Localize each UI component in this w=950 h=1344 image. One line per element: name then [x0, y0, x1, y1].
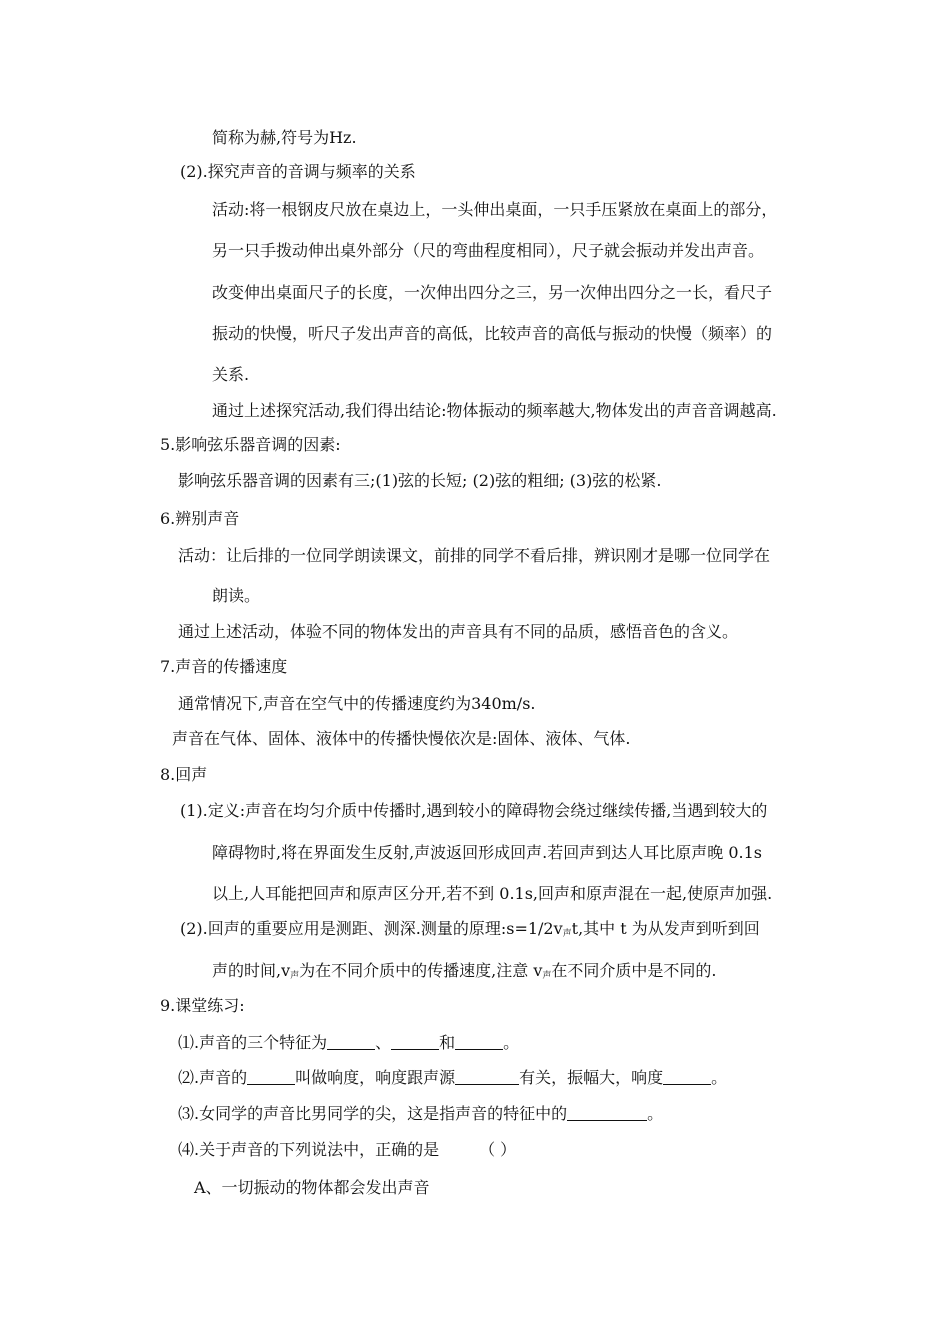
- exercise-option-a: A、一切振动的物体都会发出声音: [194, 1178, 430, 1197]
- section-6-activity-line-1: 活动：让后排的一位同学朗读课文，前排的同学不看后排，辨识刚才是哪一位同学在: [178, 546, 771, 565]
- exercise-question-2: ⑵.声音的 叫做响度，响度跟声源 有关，振幅大，响度 。: [178, 1068, 728, 1087]
- answer-blank[interactable]: [567, 1106, 647, 1121]
- pitch-activity-line-5: 关系.: [212, 365, 250, 384]
- answer-blank[interactable]: [663, 1070, 711, 1085]
- section-6-heading: 6.辨别声音: [160, 509, 240, 528]
- answer-blank[interactable]: [327, 1035, 375, 1050]
- section-6-activity-line-2: 朗读。: [212, 586, 261, 605]
- section-7-heading: 7.声音的传播速度: [160, 657, 288, 676]
- sound-subscript: 声: [542, 971, 552, 981]
- exercise-question-4: ⑷.关于声音的下列说法中，正确的是 （ ）: [178, 1140, 517, 1159]
- pitch-section-heading: (2).探究声音的音调与频率的关系: [180, 162, 416, 181]
- answer-blank[interactable]: [391, 1035, 439, 1050]
- section-7-speed: 通常情况下,声音在空气中的传播速度约为340m/s.: [178, 694, 536, 713]
- sound-subscript: 声: [290, 971, 300, 981]
- section-7-order: 声音在气体、固体、液体中的传播快慢依次是:固体、液体、气体.: [172, 729, 631, 748]
- echo-definition-line-2: 障碍物时,将在界面发生反射,声波返回形成回声.若回声到达人耳比原声晚 0.1s: [212, 843, 763, 862]
- exercise-question-1: ⑴.声音的三个特征为 、 和 。: [178, 1033, 520, 1052]
- answer-blank[interactable]: [455, 1035, 503, 1050]
- pitch-activity-line-4: 振动的快慢，听尺子发出声音的高低，比较声音的高低与振动的快慢（频率）的: [212, 324, 773, 343]
- pitch-activity-line-1: 活动:将一根钢皮尺放在桌边上，一头伸出桌面，一只手压紧放在桌面上的部分，: [212, 200, 778, 219]
- hz-unit-line: 简称为赫,符号为Hz.: [212, 128, 357, 147]
- section-5-text: 影响弦乐器音调的因素有三;(1)弦的长短; (2)弦的粗细; (3)弦的松紧.: [178, 471, 662, 490]
- echo-definition-line-1: (1).定义:声音在均匀介质中传播时,遇到较小的障碍物会绕过继续传播,当遇到较大的: [180, 801, 768, 820]
- pitch-activity-line-3: 改变伸出桌面尺子的长度，一次伸出四分之三，另一次伸出四分之一长，看尺子: [212, 283, 773, 302]
- echo-application-line-2: 声的时间$,v_声$为在不同介质中的传播速度,注意 $v_声$在不同介质中是不同的.: [212, 961, 717, 981]
- section-5-heading: 5.影响弦乐器音调的因素:: [160, 435, 341, 454]
- section-6-summary: 通过上述活动，体验不同的物体发出的声音具有不同的品质，感悟音色的含义。: [178, 622, 739, 641]
- answer-blank[interactable]: [455, 1070, 519, 1085]
- section-9-heading: 9.课堂练习:: [160, 996, 245, 1015]
- exercise-question-3: ⑶.女同学的声音比男同学的尖，这是指声音的特征中的 。: [178, 1104, 664, 1123]
- answer-parentheses[interactable]: （ ）: [479, 1140, 517, 1159]
- answer-blank[interactable]: [247, 1070, 295, 1085]
- pitch-activity-line-2: 另一只手拨动伸出桌外部分（尺的弯曲程度相同），尺子就会振动并发出声音。: [212, 241, 765, 260]
- pitch-conclusion: 通过上述探究活动,我们得出结论:物体振动的频率越大,物体发出的声音音调越高.: [212, 401, 777, 420]
- sound-subscript: 声: [562, 929, 572, 939]
- echo-application-line-1: (2).回声的重要应用是测距、测深.测量的原理$:s=1/2v_声t$,其中 t 为从发声到听到回: [180, 919, 760, 939]
- echo-definition-line-3: 以上,人耳能把回声和原声区分开,若不到 0.1s,回声和原声混在一起,使原声加强.: [212, 884, 773, 903]
- section-8-heading: 8.回声: [160, 765, 208, 784]
